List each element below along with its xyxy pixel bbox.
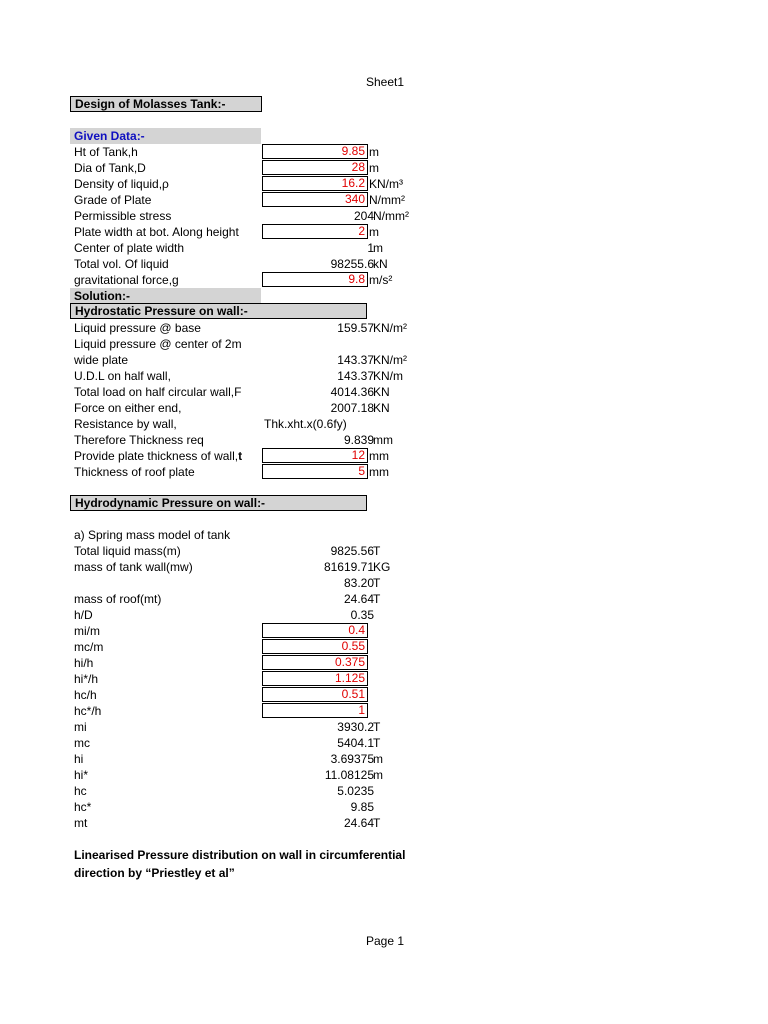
input-cell[interactable]: 340 [262, 192, 368, 207]
value-cell: 24.64 [343, 592, 374, 606]
unit-cell: T [373, 816, 381, 830]
row-label: mass of tank wall(mw) [74, 560, 193, 574]
unit-cell: KG [373, 560, 391, 574]
input-cell[interactable]: 0.51 [262, 687, 368, 702]
unit-cell: KN/m [373, 369, 403, 383]
hydrodynamic-row [74, 687, 474, 703]
row-label: U.D.L on half wall, [74, 369, 171, 383]
row-label: hi*/h [74, 672, 99, 686]
value-cell: 98255.6 [330, 257, 374, 271]
unit-cell: KN/m² [373, 353, 407, 367]
row-label: mass of roof(mt) [74, 592, 162, 606]
unit-cell: T [373, 576, 381, 590]
solution-header-text: Solution:- [74, 289, 130, 303]
hydrodynamic-row [74, 591, 474, 607]
value-cell: 5404.1 [337, 736, 374, 750]
unit-cell: mm [369, 449, 389, 463]
value-cell: 143.37 [337, 353, 374, 367]
unit-cell: kN [373, 257, 388, 271]
row-label: Ht of Tank,h [74, 145, 138, 159]
hydrostatic-row [74, 432, 474, 448]
value-cell: 9825.56 [330, 544, 374, 558]
row-label: Liquid pressure @ center of 2m [74, 337, 242, 351]
row-label: gravitational force,g [74, 273, 179, 287]
given-data-header [70, 128, 261, 144]
unit-cell: m [369, 145, 379, 159]
row-label: Center of plate width [74, 241, 185, 255]
row-label: mt [74, 816, 88, 830]
hydrodynamic-row [74, 799, 474, 815]
hydrodynamic-row [74, 735, 474, 751]
hydrostatic-header-text: Hydrostatic Pressure on wall:- [75, 304, 248, 318]
given-row [74, 176, 474, 192]
row-label: Total load on half circular wall,F [74, 385, 242, 399]
row-label: mc/m [74, 640, 104, 654]
input-cell[interactable]: 0.375 [262, 655, 368, 670]
value-cell: 81619.71 [323, 560, 374, 574]
unit-cell: m [369, 225, 379, 239]
input-cell[interactable]: 12 [262, 448, 368, 463]
unit-cell: m [373, 752, 383, 766]
input-cell[interactable]: 1.125 [262, 671, 368, 686]
value-cell: 83.20 [343, 576, 374, 590]
row-label: Dia of Tank,D [74, 161, 146, 175]
hydrostatic-row [74, 320, 474, 336]
row-label: hc* [74, 800, 92, 814]
sheet-title: Sheet1 [365, 75, 405, 89]
value-cell: 9.839 [343, 433, 374, 447]
unit-cell: N/mm² [369, 193, 405, 207]
given-row [74, 144, 474, 160]
row-label: h/D [74, 608, 93, 622]
input-cell[interactable]: 9.85 [262, 144, 368, 159]
hydrodynamic-row [74, 639, 474, 655]
row-label: mi [74, 720, 87, 734]
row-label: mi/m [74, 624, 100, 638]
hydrodynamic-row [74, 671, 474, 687]
input-cell[interactable]: 16.2 [262, 176, 368, 191]
unit-cell: KN/m² [373, 321, 407, 335]
row-label: Force on either end, [74, 401, 182, 415]
hydrostatic-row [74, 368, 474, 384]
value-cell: Thk.xht.x(0.6fy) [264, 417, 347, 431]
row-label: Density of liquid,ρ [74, 177, 169, 191]
hydrodynamic-row [74, 575, 474, 591]
hydrostatic-header [70, 303, 367, 319]
value-cell: 11.08125 [324, 768, 374, 782]
input-cell[interactable]: 1 [262, 703, 368, 718]
value-cell: 3930.2 [337, 720, 374, 734]
unit-cell: KN [373, 385, 390, 399]
value-cell: 143.37 [337, 369, 374, 383]
given-row [74, 192, 474, 208]
given-row [74, 272, 474, 288]
hydrodynamic-row [74, 783, 474, 799]
row-label: Plate width at bot. Along height [74, 225, 239, 239]
row-label: Permissible stress [74, 209, 172, 223]
input-cell[interactable]: 9.8 [262, 272, 368, 287]
hydrodynamic-header [70, 495, 367, 511]
row-label: hi* [74, 768, 89, 782]
hydrodynamic-row [74, 623, 474, 639]
row-label: hc*/h [74, 704, 102, 718]
page-number: Page 1 [365, 934, 405, 948]
unit-cell: T [373, 736, 381, 750]
unit-cell: mm [369, 465, 389, 479]
solution-header [70, 288, 261, 304]
value-cell: 1 [367, 241, 374, 255]
hydrostatic-row [74, 384, 474, 400]
design-header [70, 96, 262, 112]
row-label-bold: t [238, 449, 243, 463]
hydrodynamic-row [74, 559, 474, 575]
value-cell: 2007.18 [330, 401, 374, 415]
row-label: Total vol. Of liquid [74, 257, 169, 271]
value-cell: 24.64 [343, 816, 374, 830]
unit-cell: m [369, 161, 379, 175]
hydrostatic-row [74, 464, 474, 480]
hydrodynamic-row [74, 655, 474, 671]
row-label: Liquid pressure @ base [74, 321, 201, 335]
unit-cell: N/mm² [373, 209, 409, 223]
input-cell[interactable]: 2 [262, 224, 368, 239]
hydrodynamic-row [74, 543, 474, 559]
row-label: wide plate [74, 353, 129, 367]
row-label: hc [74, 784, 87, 798]
value-cell: 5.0235 [337, 784, 374, 798]
given-row [74, 240, 474, 256]
value-cell: 159.57 [337, 321, 374, 335]
value-cell: 9.85 [350, 800, 374, 814]
hydrodynamic-row [74, 703, 474, 719]
hydrodynamic-row [74, 607, 474, 623]
hydrostatic-row [74, 448, 474, 464]
unit-cell: m/s² [369, 273, 393, 287]
hydrodynamic-row [74, 767, 474, 783]
unit-cell: T [373, 592, 381, 606]
given-data-header-text: Given Data:- [74, 129, 145, 143]
unit-cell: KN/m³ [369, 177, 403, 191]
given-row [74, 160, 474, 176]
input-cell[interactable]: 28 [262, 160, 368, 175]
hydrodynamic-row [74, 751, 474, 767]
value-cell: 204 [353, 209, 374, 223]
value-cell: 4014.36 [330, 385, 374, 399]
given-row [74, 224, 474, 240]
row-label: Provide plate thickness of wall,t [74, 449, 243, 463]
input-cell[interactable]: 5 [262, 464, 368, 479]
unit-cell: m [373, 768, 383, 782]
hydrodynamic-row [74, 815, 474, 831]
hydrostatic-row [74, 400, 474, 416]
unit-cell: T [373, 720, 381, 734]
row-label: Total liquid mass(m) [74, 544, 181, 558]
row-label: hi [74, 752, 84, 766]
input-cell[interactable]: 0.4 [262, 623, 368, 638]
row-label: Resistance by wall, [74, 417, 177, 431]
row-label: mc [74, 736, 90, 750]
row-label: Therefore Thickness req [74, 433, 204, 447]
row-label: hc/h [74, 688, 97, 702]
footer-note: Linearised Pressure distribution on wall in circumferential direction by “Priestley et al” [74, 848, 406, 880]
given-row [74, 208, 474, 224]
design-header-text: Design of Molasses Tank:- [75, 97, 226, 111]
unit-cell: KN [373, 401, 390, 415]
hydrodynamic-row [74, 719, 474, 735]
row-label: hi/h [74, 656, 94, 670]
unit-cell: T [373, 544, 381, 558]
unit-cell: m [373, 241, 383, 255]
hydrostatic-row [74, 416, 474, 432]
hydrodynamic-header-text: Hydrodynamic Pressure on wall:- [75, 496, 266, 510]
row-label: Grade of Plate [74, 193, 152, 207]
hydrodynamic-intro-text: a) Spring mass model of tank [74, 528, 231, 542]
given-row [74, 256, 474, 272]
hydrostatic-row [74, 352, 474, 368]
value-cell: 3.69375 [330, 752, 374, 766]
unit-cell: mm [373, 433, 393, 447]
row-label: Thickness of roof plate [74, 465, 195, 479]
value-cell: 0.35 [350, 608, 374, 622]
hydrostatic-row [74, 336, 474, 352]
input-cell[interactable]: 0.55 [262, 639, 368, 654]
